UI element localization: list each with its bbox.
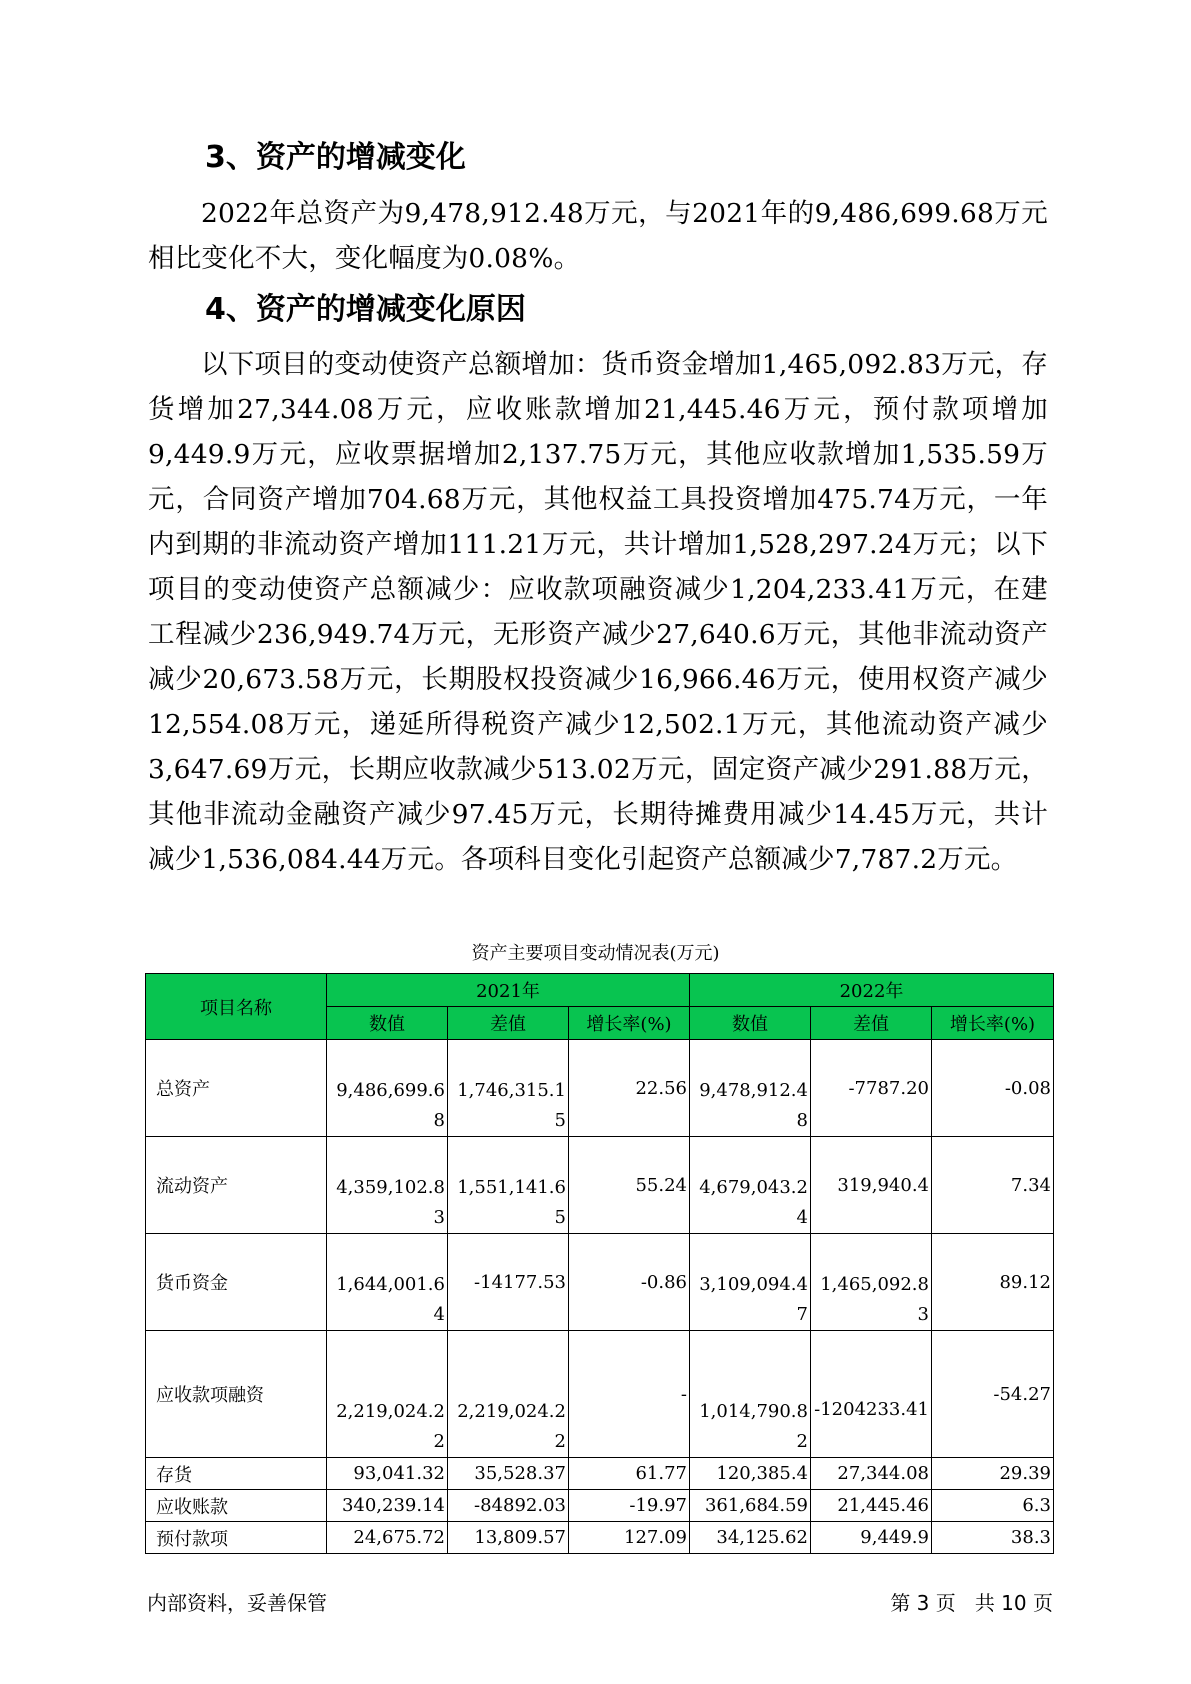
cell-diff-2021: 35,528.37 xyxy=(448,1458,569,1490)
header-year-2021: 2021年 xyxy=(327,974,690,1007)
cell-value-2022: 9,478,912.48 xyxy=(690,1040,811,1137)
header-growth-2021: 增长率(%) xyxy=(569,1007,690,1040)
header-diff-2022: 差值 xyxy=(811,1007,932,1040)
cell-diff-2021: 1,746,315.15 xyxy=(448,1040,569,1137)
table-caption: 资产主要项目变动情况表(万元) xyxy=(471,943,720,964)
section3-paragraph: 2022年总资产为9,478,912.48万元，与2021年的9,486,699.68万元相比变化不大，变化幅度为0.08%。 xyxy=(148,198,1048,274)
cell-value-2021: 93,041.32 xyxy=(327,1458,448,1490)
row-name: 应收款项融资 xyxy=(146,1331,327,1458)
asset-change-table xyxy=(145,973,1054,1554)
cell-growth-2022: 29.39 xyxy=(932,1458,1054,1490)
cell-diff-2021: 2,219,024.22 xyxy=(448,1331,569,1458)
footer-confidential: 内部资料，妥善保管 xyxy=(147,1591,327,1615)
header-diff-2021: 差值 xyxy=(448,1007,569,1040)
cell-diff-2022: 21,445.46 xyxy=(811,1490,932,1522)
cell-growth-2022: -0.08 xyxy=(932,1040,1054,1137)
cell-value-2022: 361,684.59 xyxy=(690,1490,811,1522)
section4-paragraph: 以下项目的变动使资产总额增加：货币资金增加1,465,092.83万元，存货增加27,344.08万元，应收账款增加21,445.46万元，预付款项增加9,449.9万元，应收票据增加2,137.75万元，其他应收款增加1,535.59万元，合同资产增加704.68万元，其他权益工具投资增加475.74万元，一年内到期的非流动资产增加111.21万元，共计增加1,528,297.24万元；以下项目的变动使资产总额减少：应收款项融资减少1,204,233.41万元，在建工程减少236,949.74万元，无形资产减少27,640.6万元，其他非流动资产减少20,673.58万元，长期股权投资减少16,966.46万元，使用权资产减少12,554.08万元，递延所得税资产减少12,502.1万元，其他流动资产减少3,647.69万元，长期应收款减少513.02万元，固定资产减少291.88万元，其他非流动金融资产减少97.45万元，长期待摊费用减少14.45万元，共计减少1,536,084.44万元。各项科目变化引起资产总额减少7,787.2万元。 xyxy=(148,349,1048,875)
cell-diff-2022: 1,465,092.83 xyxy=(811,1234,932,1331)
cell-diff-2021: -84892.03 xyxy=(448,1490,569,1522)
cell-value-2021: 24,675.72 xyxy=(327,1522,448,1554)
cell-growth-2022: 6.3 xyxy=(932,1490,1054,1522)
row-name: 总资产 xyxy=(146,1040,327,1137)
cell-value-2022: 120,385.4 xyxy=(690,1458,811,1490)
table-row xyxy=(146,1458,1054,1490)
cell-diff-2021: -14177.53 xyxy=(448,1234,569,1331)
header-growth-2022: 增长率(%) xyxy=(932,1007,1054,1040)
cell-diff-2022: 9,449.9 xyxy=(811,1522,932,1554)
cell-growth-2021: 61.77 xyxy=(569,1458,690,1490)
cell-value-2022: 1,014,790.82 xyxy=(690,1331,811,1458)
cell-growth-2022: 89.12 xyxy=(932,1234,1054,1331)
cell-growth-2022: 7.34 xyxy=(932,1137,1054,1234)
cell-diff-2021: 1,551,141.65 xyxy=(448,1137,569,1234)
header-value-2021: 数值 xyxy=(327,1007,448,1040)
section3-heading: 3、资产的增减变化 xyxy=(205,140,466,175)
cell-value-2022: 4,679,043.24 xyxy=(690,1137,811,1234)
header-item-name: 项目名称 xyxy=(146,974,327,1040)
cell-diff-2022: -1204233.41 xyxy=(811,1331,932,1458)
cell-value-2021: 9,486,699.68 xyxy=(327,1040,448,1137)
cell-value-2021: 4,359,102.83 xyxy=(327,1137,448,1234)
cell-value-2021: 1,644,001.64 xyxy=(327,1234,448,1331)
cell-growth-2021: - xyxy=(569,1331,690,1458)
cell-diff-2022: -7787.20 xyxy=(811,1040,932,1137)
table-row xyxy=(146,1490,1054,1522)
cell-diff-2021: 13,809.57 xyxy=(448,1522,569,1554)
cell-growth-2021: 127.09 xyxy=(569,1522,690,1554)
header-year-2022: 2022年 xyxy=(690,974,1054,1007)
section4-heading: 4、资产的增减变化原因 xyxy=(205,292,526,327)
table-row xyxy=(146,1522,1054,1554)
table-row xyxy=(146,1234,1054,1331)
cell-growth-2021: 55.24 xyxy=(569,1137,690,1234)
table-row xyxy=(146,1331,1054,1458)
row-name: 应收账款 xyxy=(146,1490,327,1522)
row-name: 预付款项 xyxy=(146,1522,327,1554)
row-name: 流动资产 xyxy=(146,1137,327,1234)
cell-growth-2021: -19.97 xyxy=(569,1490,690,1522)
cell-diff-2022: 319,940.4 xyxy=(811,1137,932,1234)
table-header-row xyxy=(146,974,1054,1007)
cell-value-2022: 34,125.62 xyxy=(690,1522,811,1554)
header-value-2022: 数值 xyxy=(690,1007,811,1040)
table-row xyxy=(146,1137,1054,1234)
cell-growth-2022: 38.3 xyxy=(932,1522,1054,1554)
row-name: 货币资金 xyxy=(146,1234,327,1331)
cell-value-2021: 2,219,024.22 xyxy=(327,1331,448,1458)
cell-growth-2021: 22.56 xyxy=(569,1040,690,1137)
footer-page-number: 第 3 页 共 10 页 xyxy=(890,1591,1053,1615)
cell-diff-2022: 27,344.08 xyxy=(811,1458,932,1490)
row-name: 存货 xyxy=(146,1458,327,1490)
table-row xyxy=(146,1040,1054,1137)
cell-growth-2021: -0.86 xyxy=(569,1234,690,1331)
cell-value-2022: 3,109,094.47 xyxy=(690,1234,811,1331)
cell-value-2021: 340,239.14 xyxy=(327,1490,448,1522)
cell-growth-2022: -54.27 xyxy=(932,1331,1054,1458)
